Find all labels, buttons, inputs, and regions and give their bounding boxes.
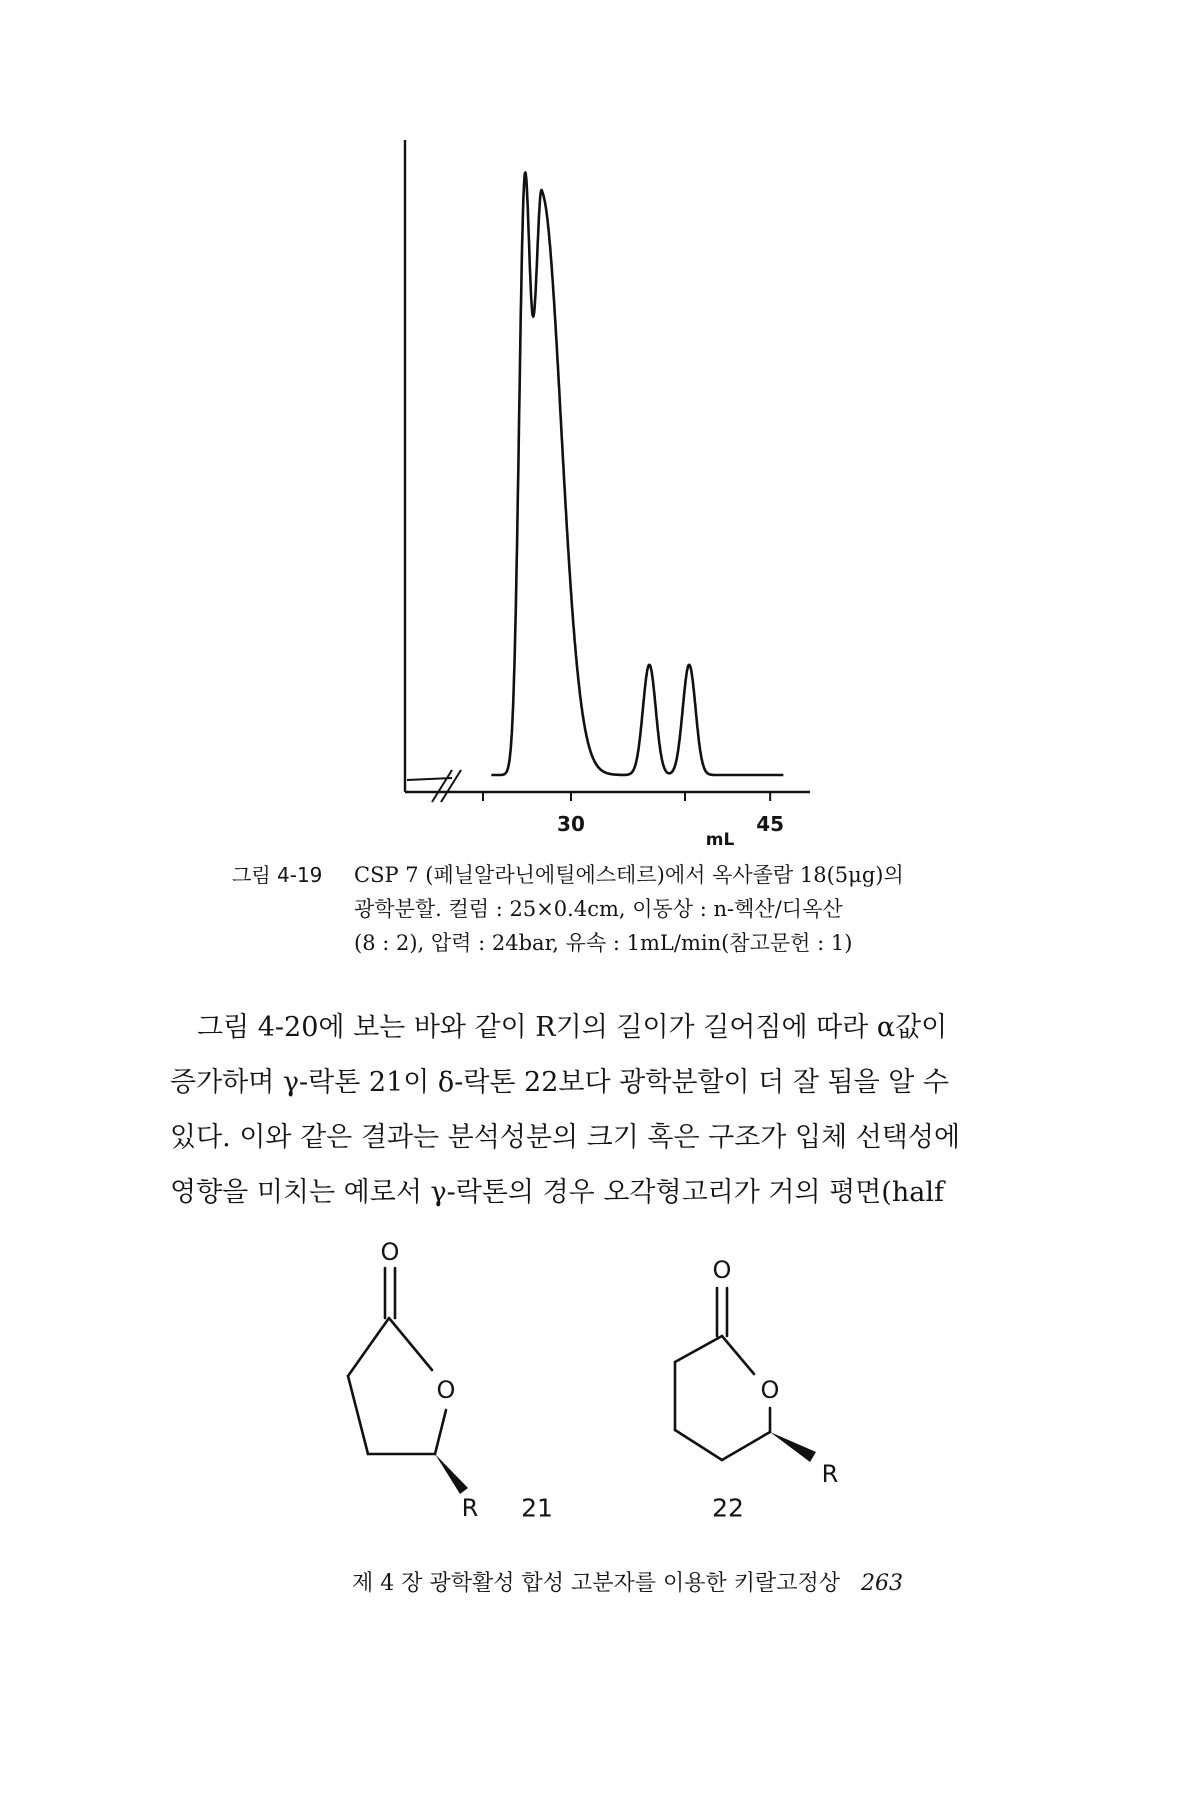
body-line: 그림 4-20에 보는 바와 같이 R기의 길이가 길어짐에 따라 α값이 [197,1012,948,1043]
caption-line: 광학분할. 컬럼 : 25×0.4cm, 이동상 : n-헥산/디옥산 [354,897,843,921]
page-footer [352,1566,903,1597]
structure-21 [348,1268,446,1454]
x-tick-label: 30 [557,812,585,836]
wedge-bond-21 [435,1454,468,1494]
ring-oxygen-label-22: O [760,1376,780,1404]
caption-line: (8 : 2), 압력 : 24bar, 유속 : 1mL/min(참고문헌 : 1) [354,931,853,955]
chapter-title: 제 4 장 광학활성 합성 고분자를 이용한 키랄고정상 [352,1571,840,1596]
structure-22 [675,1288,770,1460]
compound-number-22: 22 [712,1493,744,1523]
substituent-label-22: R [821,1460,839,1488]
carbonyl-oxygen-label-21: O [380,1238,400,1266]
body-line: 증가하며 γ-락톤 21이 δ-락톤 22보다 광학분할이 더 잘 됨을 알 수 [170,1067,949,1098]
body-line: 영향을 미치는 예로서 γ-락톤의 경우 오각형고리가 거의 평면(half [170,1177,944,1208]
x-axis-unit-label: mL [705,830,735,850]
figure-number: 그림 4-19 [232,863,323,887]
x-tick-label: 45 [756,812,785,836]
ring-oxygen-label-21: O [436,1376,456,1404]
page-number: 263 [861,1571,903,1596]
caption-line: CSP 7 (페닐알라닌에틸에스테르)에서 옥사졸람 18(5μg)의 [354,863,904,887]
wedge-bond-22 [770,1432,816,1462]
carbonyl-oxygen-label-22: O [712,1256,732,1284]
body-line: 있다. 이와 같은 결과는 분석성분의 크기 혹은 구조가 입체 선택성에 [170,1122,961,1153]
substituent-label-21: R [461,1494,479,1522]
compound-number-21: 21 [521,1493,553,1523]
